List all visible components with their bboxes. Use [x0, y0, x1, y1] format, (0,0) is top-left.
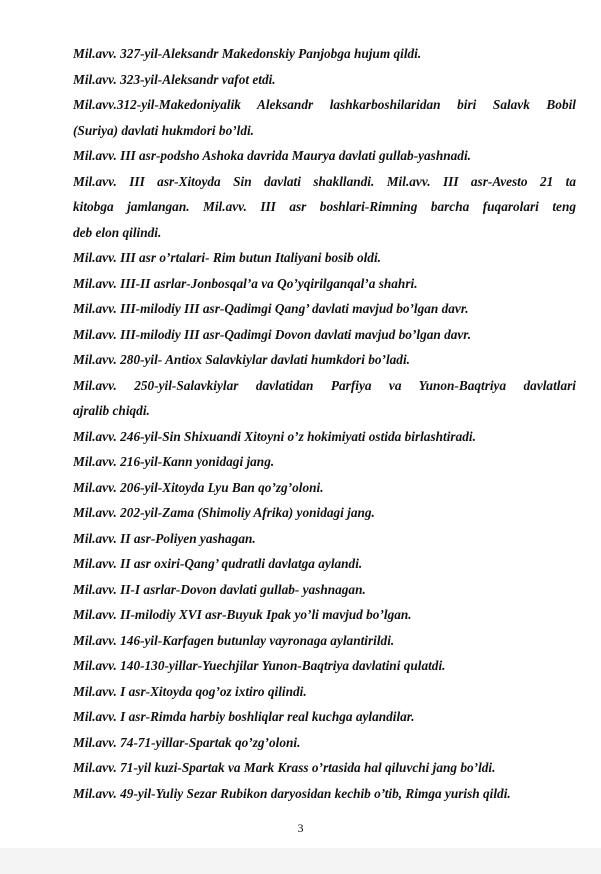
text-line: ajralib chiqdi.	[73, 403, 150, 418]
text-line: Mil.avv. 146-yil-Karfagen butunlay vayronaga aylantirildi.	[73, 632, 395, 648]
text-line: Mil.avv. 323-yil-Aleksandr vafot etdi.	[73, 71, 276, 87]
page-number: 3	[297, 821, 304, 835]
text-line: Mil.avv. III asr o’rtalari- Rim butun Italiyani bosib oldi.	[73, 250, 381, 265]
text-line: Mil.avv. I asr-Rimda harbiy boshliqlar real kuchga aylandilar.	[73, 709, 415, 724]
text-line: Mil.avv. II asr oxiri-Qang’ qudratli davlatga aylandi.	[73, 556, 363, 571]
text-line: Mil.avv. III asr-Xitoyda Sin davlati shakllandi. Mil.avv. III asr-Avesto 21 ta	[73, 173, 576, 189]
text-line: Mil.avv. 49-yil-Yuliy Sezar Rubikon daryosidan kechib o’tib, Rimga yurish qildi.	[73, 785, 511, 801]
text-line: Mil.avv. II asr-Poliyen yashagan.	[73, 530, 256, 546]
text-line: Mil.avv. 246-yil-Sin Shixuandi Xitoyni o’z hokimiyati ostida birlashtiradi.	[73, 428, 476, 444]
text-line: Mil.avv. 140-130-yillar-Yuechjilar Yunon-Baqtriya davlatini qulatdi.	[73, 658, 446, 673]
text-line: Mil.avv. 216-yil-Kann yonidagi jang.	[73, 454, 275, 469]
text-line: Mil.avv. III-milodiy III asr-Qadimgi Qang’ davlati mavjud bo’lgan davr.	[73, 301, 469, 316]
text-line: Mil.avv. III asr-podsho Ashoka davrida Maurya davlati gullab-yashnadi.	[73, 148, 471, 163]
text-line: Mil.avv. 280-yil- Antiox Salavkiylar davlati humkdori bo’ladi.	[73, 352, 410, 367]
text-line: (Suriya) davlati hukmdori bo’ldi.	[73, 122, 255, 138]
text-line: Mil.avv. 250-yil-Salavkiylar davlatidan Parfiya va Yunon-Baqtriya davlatlari	[73, 377, 576, 393]
text-line: Mil.avv.312-yil-Makedoniyalik Aleksandr lashkarboshilaridan biri Salavk Bobil	[73, 97, 576, 112]
text-line: Mil.avv. III-milodiy III asr-Qadimgi Dovon davlati mavjud bo’lgan davr.	[73, 326, 472, 342]
text-line: Mil.avv. II-milodiy XVI asr-Buyuk Ipak yo’li mavjud bo’lgan.	[73, 607, 412, 622]
text-line: Mil.avv. III-II asrlar-Jonbosqal’a va Qo’yqirilganqal’a shahri.	[73, 275, 418, 291]
page-body	[73, 41, 576, 806]
text-line: kitobga jamlangan. Mil.avv. III asr boshlari-Rimning barcha fuqarolari teng	[73, 199, 576, 214]
text-line: Mil.avv. I asr-Xitoyda qog’oz ixtiro qilindi.	[73, 683, 307, 699]
text-line: Mil.avv. 327-yil-Aleksandr Makedonskiy Panjobga hujum qildi.	[73, 46, 422, 61]
text-line: Mil.avv. 71-yil kuzi-Spartak va Mark Krass o’rtasida hal qiluvchi jang bo’ldi.	[73, 760, 496, 775]
text-line: Mil.avv. 202-yil-Zama (Shimoliy Afrika) yonidagi jang.	[73, 505, 375, 520]
text-line: Mil.avv. 74-71-yillar-Spartak qo’zg’oloni.	[73, 734, 301, 750]
text-line: Mil.avv. II-I asrlar-Dovon davlati gullab- yashnagan.	[73, 581, 366, 597]
text-line: deb elon qilindi.	[73, 224, 162, 240]
text-line: Mil.avv. 206-yil-Xitoyda Lyu Ban qo’zg’oloni.	[73, 479, 324, 495]
